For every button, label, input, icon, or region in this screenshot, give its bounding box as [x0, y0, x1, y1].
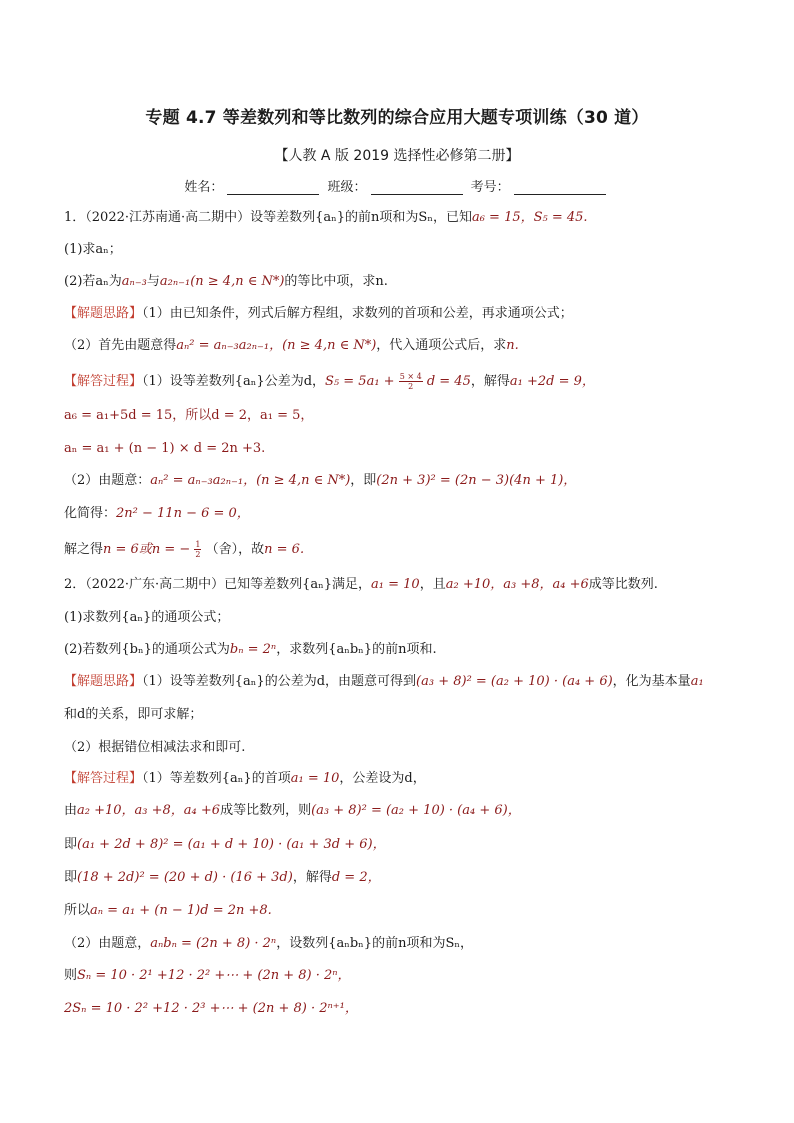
- q2-answer-step-1: 【解答过程】（1）等差数列{aₙ}的首项a₁ = 10，公差设为d，: [64, 771, 426, 786]
- page-title: 专题 4.7 等差数列和等比数列的综合应用大题专项训练（30 道）: [145, 108, 649, 128]
- q2-part2: (2)若数列{bₙ}的通项公式为bₙ = 2ⁿ，求数列{aₙbₙ}的前n项和.: [64, 642, 437, 657]
- exam-number-blank[interactable]: [514, 181, 606, 195]
- q1-part1: (1)求aₙ；: [64, 242, 122, 257]
- q2-answer-step-2: 由a₂ +10，a₃ +8，a₄ +6成等比数列，则(a₃ + 8)² = (a₂ + 10) · (a₄ + 6)，: [64, 803, 521, 818]
- q1-answer-step-3: aₙ = a₁ + (n − 1) × d = 2n +3.: [64, 441, 266, 456]
- exam-number-label: 考号：: [470, 180, 510, 195]
- q2-solution-idea-cont: 和d的关系，即可求解；: [64, 707, 203, 722]
- q2-solution-idea: 【解题思路】（1）设等差数列{aₙ}的公差为d，由题意可得到(a₃ + 8)² = (a₂ + 10) · (a₄ + 6)，化为基本量a₁: [64, 674, 704, 689]
- q1-header: 1．（2022·江苏南通·高二期中）设等差数列{aₙ}的前n项和为Sₙ，已知a₆ = 15，S₅ = 45.: [64, 210, 588, 225]
- q2-solution-idea-2: （2）根据错位相减法求和即可.: [64, 740, 246, 755]
- q1-answer-step-5: 化简得：2n² − 11n − 6 = 0，: [64, 506, 250, 521]
- q2-header: 2．（2022·广东·高二期中）已知等差数列{aₙ}满足，a₁ = 10，且a₂ +10，a₃ +8，a₄ +6成等比数列.: [64, 577, 658, 592]
- q2-answer-step-4: 即(18 + 2d)² = (20 + d) · (16 + 3d)，解得d = 2，: [64, 870, 381, 885]
- name-label: 姓名：: [184, 180, 224, 195]
- name-blank[interactable]: [227, 181, 319, 195]
- q1-part2: (2)若aₙ为aₙ₋₃与a₂ₙ₋₁(n ≥ 4,n ∈ N*)的等比中项，求n.: [64, 274, 388, 289]
- class-blank[interactable]: [371, 181, 463, 195]
- class-label: 班级：: [327, 180, 367, 195]
- q2-answer-step-5: 所以aₙ = a₁ + (n − 1)d = 2n +8.: [64, 903, 272, 918]
- page-subtitle: 【人教 A 版 2019 选择性必修第二册】: [274, 148, 520, 164]
- student-info-line: [0, 176, 794, 195]
- q1-solution-idea: 【解题思路】（1）由已知条件，列式后解方程组，求数列的首项和公差，再求通项公式；: [64, 306, 573, 321]
- q1-answer-step-1: 【解答过程】（1）设等差数列{aₙ}公差为d，S₅ = 5a₁ + $\frac{5 \times 4}{2}$ d = 45，解得a₁ +2d = 9，: [64, 372, 595, 391]
- q1-answer-step-2: a₆ = a₁+5d = 15，所以d = 2，a₁ = 5，: [64, 408, 314, 423]
- q1-answer-step-6: 解之得n = 6或n = − $\frac{1}{2}$ （舍），故n = 6.: [64, 540, 305, 559]
- q1-solution-idea-2: （2）首先由题意得aₙ² = aₙ₋₃a₂ₙ₋₁，(n ≥ 4,n ∈ N*)，代入通项公式后，求n.: [64, 338, 519, 353]
- q2-answer-step-3: 即(a₁ + 2d + 8)² = (a₁ + d + 10) · (a₁ + 3d + 6)，: [64, 837, 386, 852]
- q2-answer-step-6: （2）由题意，aₙbₙ = (2n + 8) · 2ⁿ，设数列{aₙbₙ}的前n项和为Sₙ，: [64, 936, 473, 951]
- q2-part1: (1)求数列{aₙ}的通项公式；: [64, 610, 230, 625]
- fraction-half: $\frac{1}{2}$: [195, 540, 201, 559]
- q1-answer-step-4: （2）由题意：aₙ² = aₙ₋₃a₂ₙ₋₁，(n ≥ 4,n ∈ N*)，即(2n + 3)² = (2n − 3)(4n + 1)，: [64, 473, 577, 488]
- q2-answer-step-7: 则Sₙ = 10 · 2¹ +12 · 2² +⋯ + (2n + 8) · 2ⁿ，: [64, 968, 351, 983]
- q2-answer-step-8: 2Sₙ = 10 · 2² +12 · 2³ +⋯ + (2n + 8) · 2ⁿ⁺¹，: [64, 1001, 358, 1016]
- fraction: $\frac{5 \times 4}{2}$: [399, 372, 422, 391]
